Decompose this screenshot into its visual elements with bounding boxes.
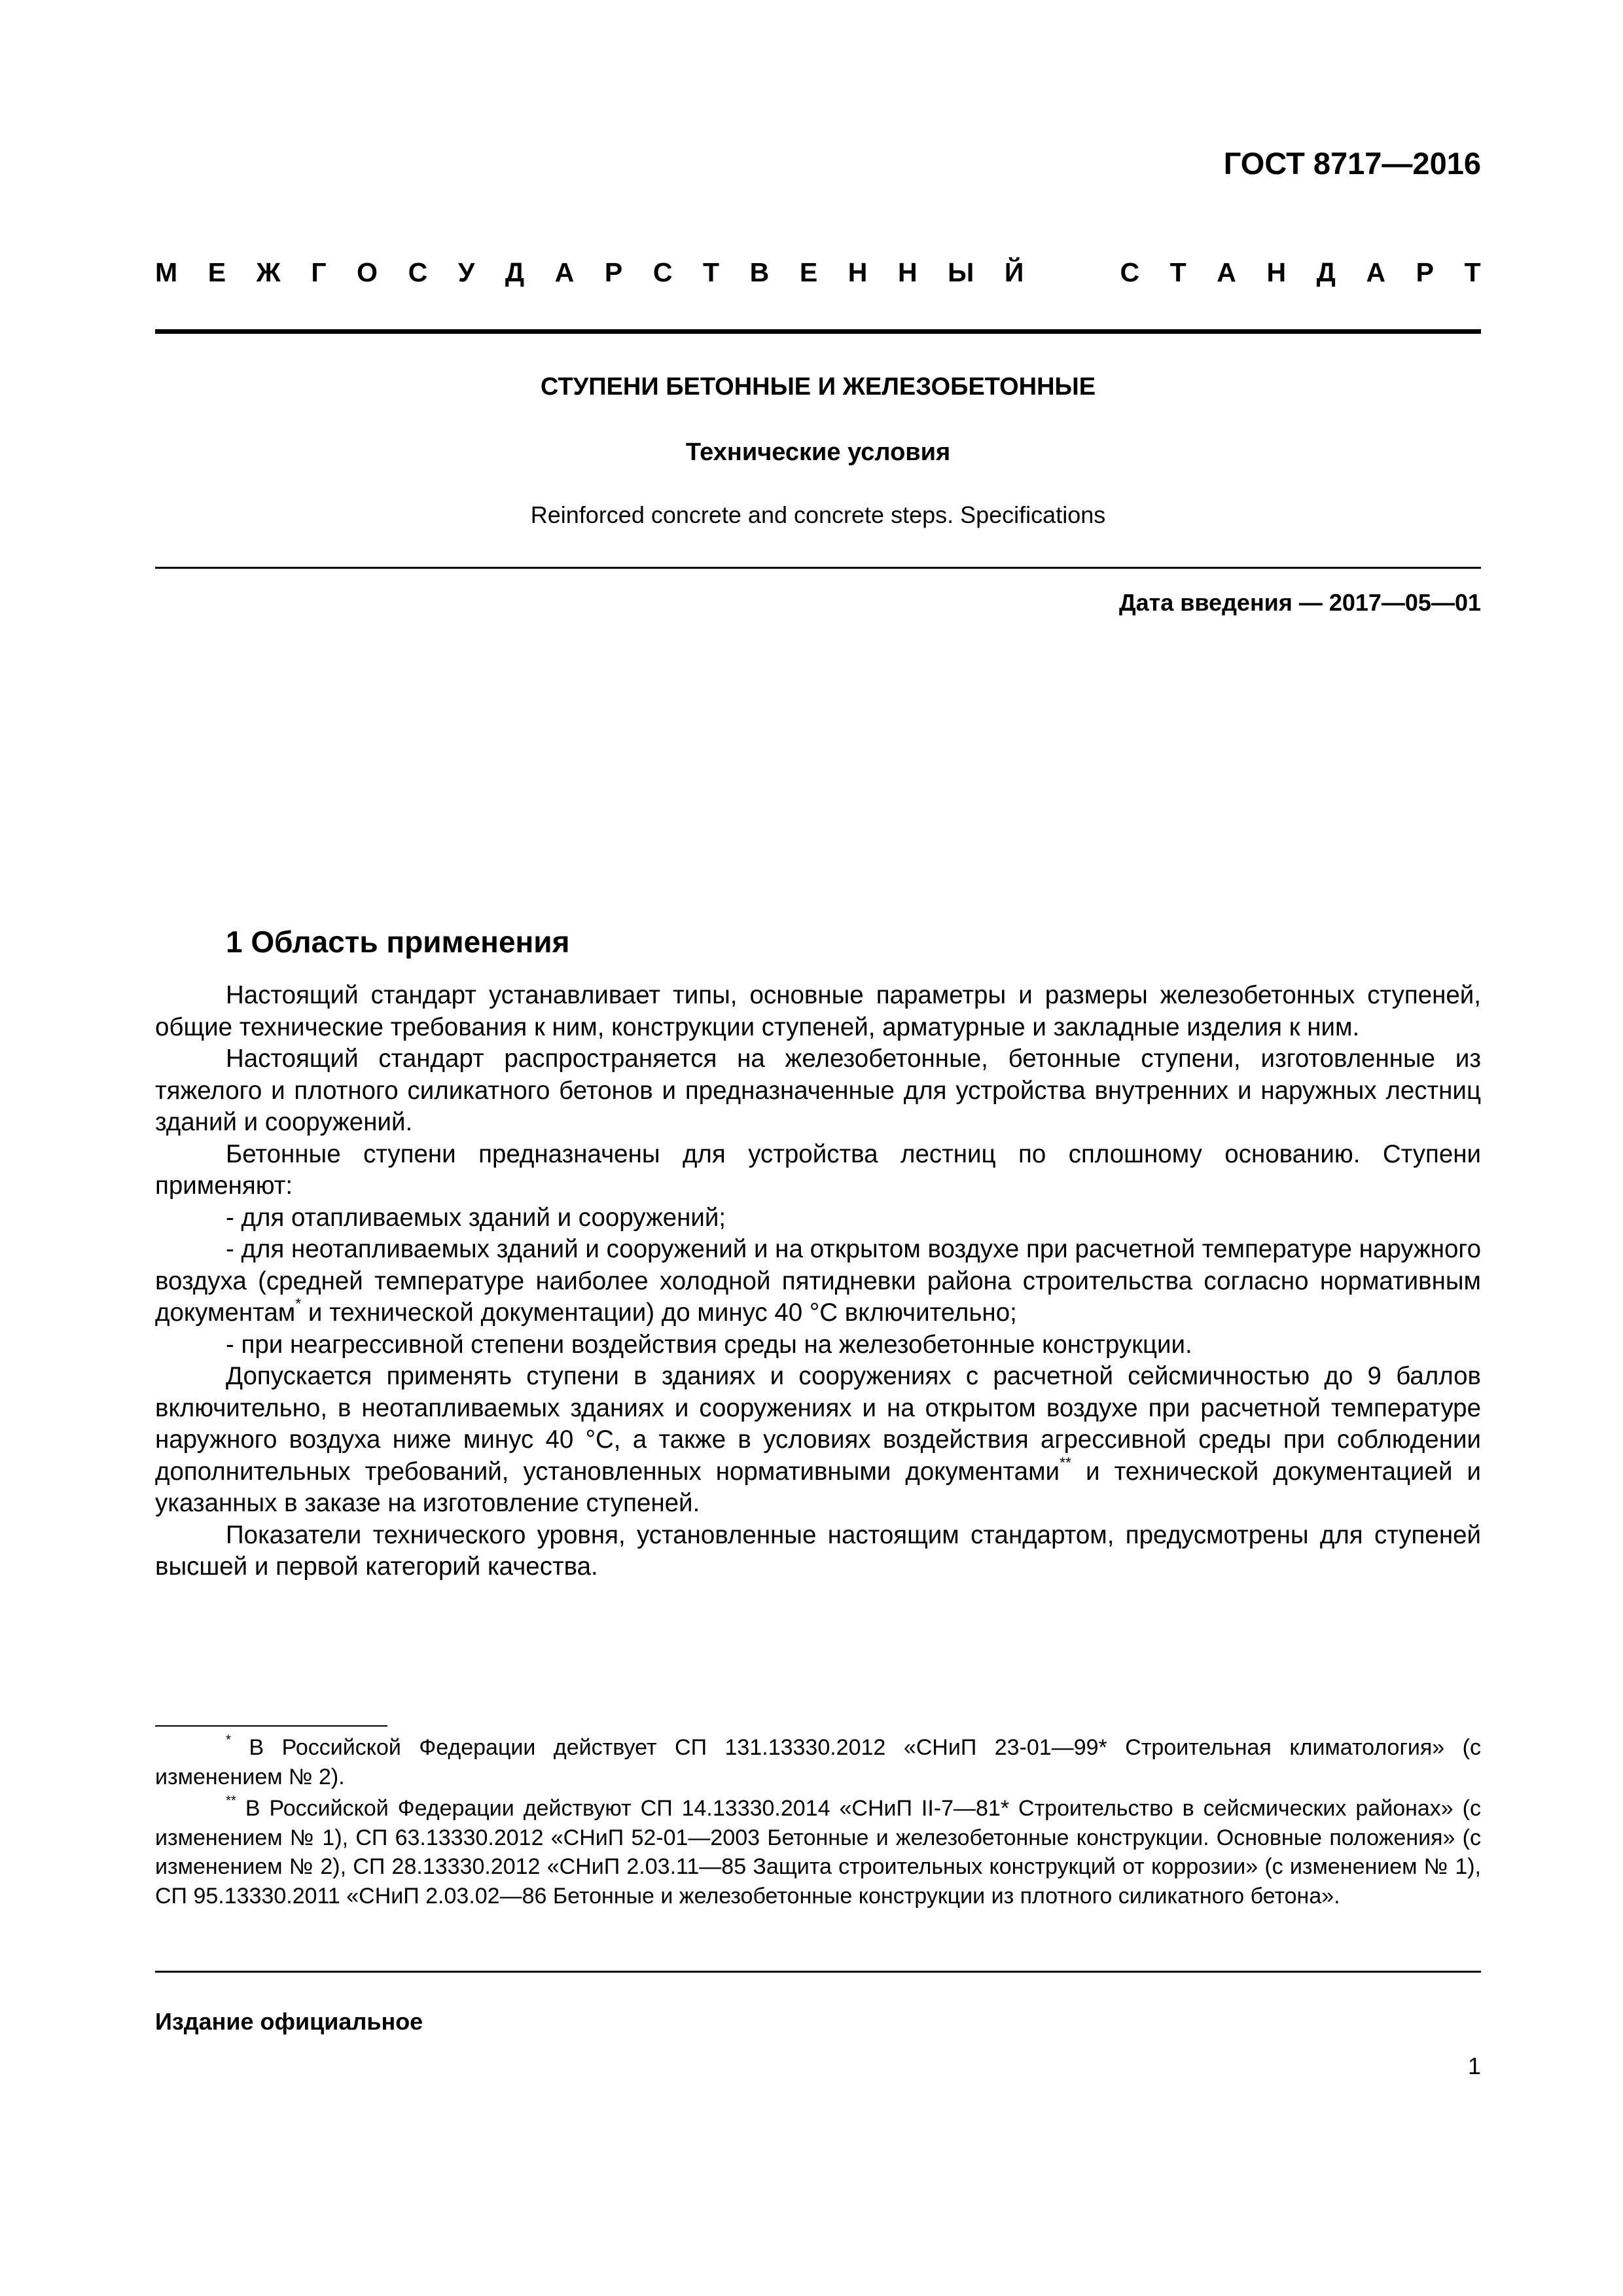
introduction-date: Дата введения — 2017—05—01: [1118, 589, 1481, 616]
standard-kind-letter: С: [652, 257, 673, 287]
standard-kind-letter: Н: [1266, 257, 1287, 287]
standard-kind-letter: В: [749, 257, 770, 287]
footnote: [155, 1794, 1481, 1910]
standard-kind-letter: Д: [1316, 257, 1336, 287]
document-title-english: Reinforced concrete and concrete steps. Specifications: [530, 501, 1106, 528]
standard-kind-letter: Р: [604, 257, 623, 287]
standard-kind-letter: Е: [799, 257, 818, 287]
standard-kind-letter: Й: [1004, 257, 1024, 287]
standard-kind-letter: Н: [897, 257, 918, 287]
list-item: - для отапливаемых зданий и сооружений;: [226, 1203, 726, 1232]
edition-label: Издание официальное: [155, 2008, 423, 2035]
paragraph: Настоящий стандарт устанавливает типы, основные параметры и размеры железобетонных ступеней, общие технические требования к ним, конструкции ступеней, арматурные и закладные изделия к ним.: [155, 981, 1481, 1041]
footnote-text: В Российской Федерации действует СП 131.13330.2012 «СНиП 23-01—99* Строительная климатология» (с изменением № 2).: [155, 1735, 1481, 1789]
footnote-separator: [155, 1725, 387, 1727]
standard-kind-letter: Р: [1416, 257, 1435, 287]
standard-kind-letter: М: [155, 257, 178, 287]
standard-kind-letter: А: [554, 257, 575, 287]
paragraph-text: Допускается применять ступени в зданиях и сооружениях с расчетной сейсмичностью до 9 баллов включительно, в неотапливаемых зданиях и сооружениях и на открытом воздухе при расчетной температуре наружного воздуха ниже минус 40 °С, а также в условиях воздействия агрессивной среды при соблюдении дополнительных требований, установленных нормативными документами: [155, 1362, 1481, 1486]
standard-kind-letter: Д: [505, 257, 525, 287]
document-title: СТУПЕНИ БЕТОННЫЕ И ЖЕЛЕЗОБЕТОННЫЕ: [540, 373, 1096, 401]
paragraph: Показатели технического уровня, установленные настоящим стандартом, предусмотрены для ступеней высшей и первой категорий качества.: [155, 1520, 1481, 1581]
title-rule: [155, 567, 1481, 569]
standard-kind-letter: Н: [847, 257, 868, 287]
paragraph: [155, 1361, 1481, 1520]
footnote-text: В Российской Федерации действуют СП 14.13330.2014 «СНиП II-7—81* Строительство в сейсмических районах» (с изменением № 1), СП 63.13330.2012 «СНиП 52-01—2003 Бетонные и железобетонные конструкции. Основные положения» (с изменением № 2), СП 28.13330.2012 «СНиП 2.03.11—85 Защита строительных конструкций от коррозии» (с изменением № 1), СП 95.13330.2011 «СНиП 2.03.02—86 Бетонные и железобетонные конструкции из плотного силикатного бетона».: [155, 1796, 1482, 1909]
footnote-mark: *: [226, 1732, 231, 1748]
standard-kind-letter: Г: [311, 257, 327, 287]
standard-kind-letter: У: [457, 257, 475, 287]
standard-kind-letter: Т: [1464, 257, 1481, 287]
footnote-mark: **: [226, 1793, 236, 1808]
standard-kind-letter: С: [1120, 257, 1140, 287]
paragraph: Бетонные ступени предназначены для устройства лестниц по сплошному основанию. Ступени применяют:: [155, 1139, 1481, 1200]
standard-number: ГОСТ 8717—2016: [1223, 146, 1481, 181]
standard-kind-letter: Ж: [256, 257, 281, 287]
paragraph-text: и технической документацией и указанных в заказе на изготовление ступеней.: [155, 1457, 1481, 1517]
footnote: [155, 1733, 1481, 1791]
standard-kind-letter: Ы: [948, 257, 974, 287]
standard-kind-letter: А: [1366, 257, 1386, 287]
standard-kind-letter: О: [357, 257, 378, 287]
standard-kind-letter: Е: [207, 257, 226, 287]
standard-kind-letter: Т: [1169, 257, 1186, 287]
word-gap: [1054, 257, 1090, 288]
section-body: [155, 980, 1481, 1583]
standard-kind-heading: [155, 257, 1481, 288]
footer-rule: [155, 1971, 1481, 1973]
list-item-text: и технической документации) до минус 40 °С включительно;: [301, 1299, 1017, 1327]
footnote-ref: **: [1060, 1454, 1072, 1471]
list-item-text: - для неотапливаемых зданий и сооружений и на открытом воздухе при расчетной температуре наружного воздуха (средней температуре наиболее холодной пятидневки района строительства согласно нормативным документам: [155, 1235, 1481, 1327]
standard-kind-letter: С: [408, 257, 428, 287]
standard-kind-letter: А: [1217, 257, 1236, 287]
standard-kind-letter: Т: [703, 257, 720, 287]
list-item: - при неагрессивной степени воздействия среды на железобетонные конструкции.: [226, 1330, 1192, 1359]
paragraph: Настоящий стандарт распространяется на железобетонные, бетонные ступени, изготовленные из тяжелого и плотного силикатного бетонов и предназначенные для устройства внутренних и наружных лестниц зданий и сооружений.: [155, 1045, 1481, 1136]
page-number: 1: [1467, 2053, 1481, 2079]
header-rule: [155, 329, 1481, 334]
document-subtitle: Технические условия: [685, 439, 951, 466]
section-heading: 1 Область применения: [226, 925, 570, 959]
list-item: [155, 1234, 1481, 1329]
footnotes: [155, 1733, 1481, 1913]
footnote-ref: *: [295, 1295, 302, 1312]
